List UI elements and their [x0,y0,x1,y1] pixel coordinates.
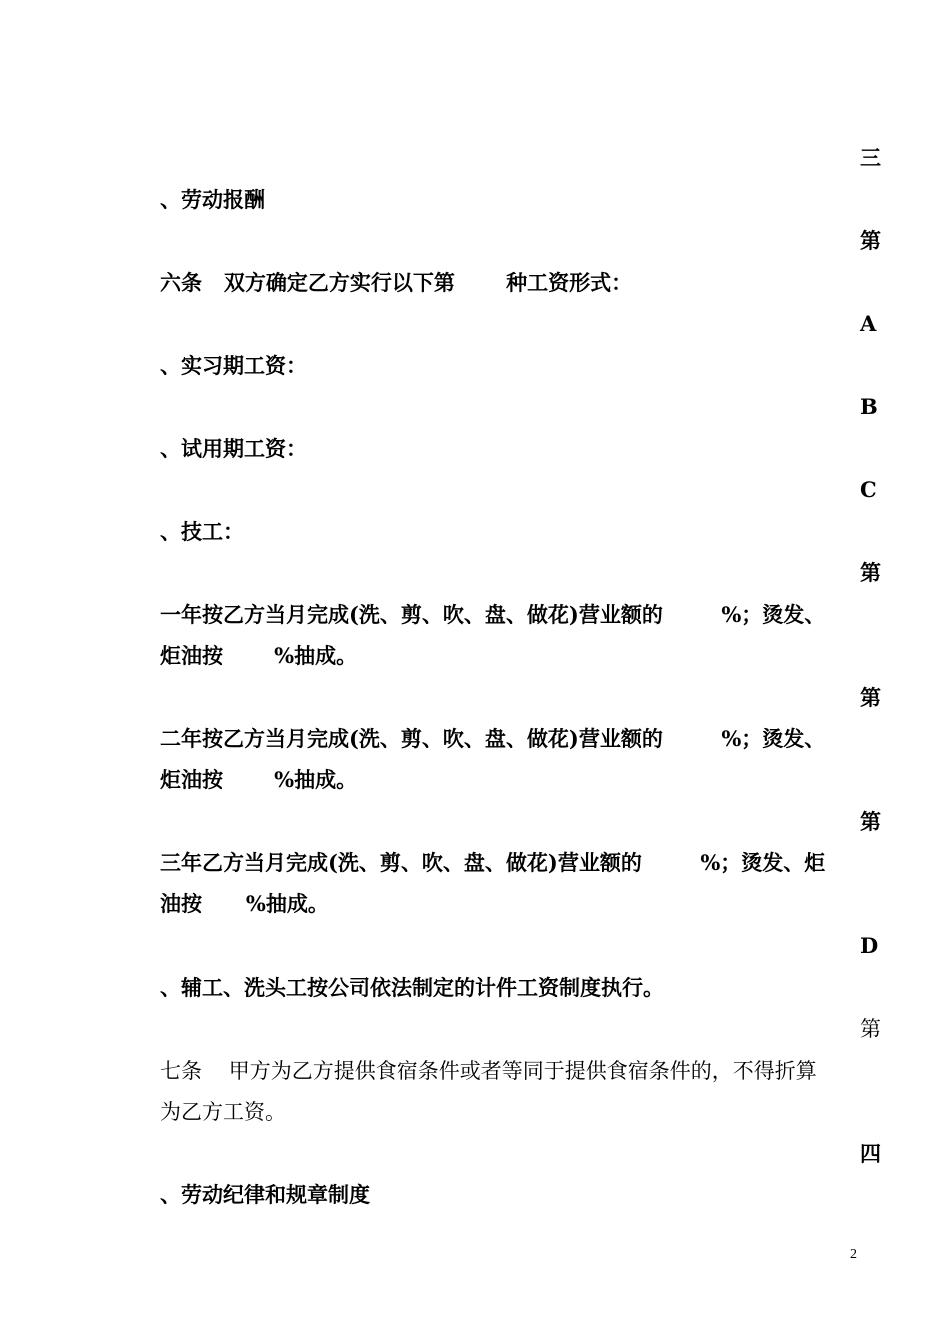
second-year-line-cont: 炬油按 %抽成。 [160,767,358,792]
margin-marker-c: C [860,477,877,502]
second-year-line: 二年按乙方当月完成(洗、剪、吹、盘、做花)营业额的 %；烫发、 [160,726,826,751]
margin-marker-di: 第 [860,1017,881,1041]
article-seven-line: 七条 甲方为乙方提供食宿条件或者等同于提供食宿条件的，不得折算 [160,1059,817,1083]
section-heading-remuneration: 、劳动报酬 [160,187,265,212]
margin-marker-di: 第 [860,685,881,710]
third-year-line-cont: 油按 %抽成。 [160,891,329,916]
page-number: 2 [850,1247,857,1262]
probation-wage-line: 、试用期工资： [160,436,307,461]
margin-marker-b: B [860,394,878,419]
margin-marker-di: 第 [860,228,881,253]
section-heading-discipline: 、劳动纪律和规章制度 [160,1182,370,1207]
margin-marker-d: D [860,933,879,958]
margin-marker-di: 第 [860,809,881,834]
internship-wage-line: 、实习期工资： [160,353,307,378]
third-year-line: 三年乙方当月完成(洗、剪、吹、盘、做花)营业额的 %；烫发、炬 [160,850,826,875]
article-six-line: 六条 双方确定乙方实行以下第 种工资形式： [160,270,633,295]
first-year-line-cont: 炬油按 %抽成。 [160,643,358,668]
first-year-line: 一年按乙方当月完成(洗、剪、吹、盘、做花)营业额的 %；烫发、 [160,602,826,627]
margin-marker-di: 第 [860,560,881,585]
assistant-line: 、辅工、洗头工按公司依法制定的计件工资制度执行。 [160,975,664,1000]
technician-line: 、技工： [160,519,244,544]
article-seven-line-cont: 为乙方工资。 [160,1100,286,1124]
margin-marker-san: 三 [860,145,881,170]
margin-marker-a: A [860,311,877,336]
margin-marker-si: 四 [860,1141,881,1166]
